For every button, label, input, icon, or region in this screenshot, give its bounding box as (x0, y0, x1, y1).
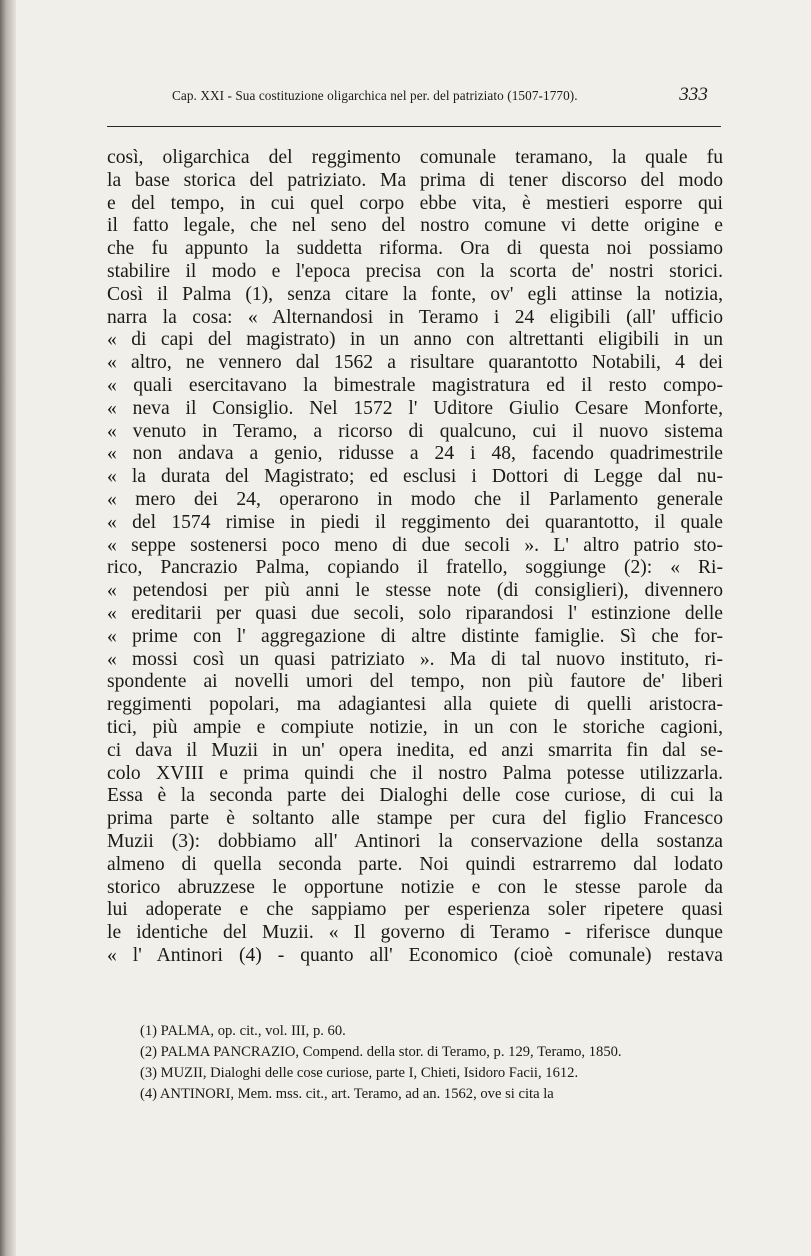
body-line: le identiche del Muzii. « Il governo di Teramo - riferisce dunque (107, 922, 723, 944)
page-gutter-shadow (0, 0, 16, 1256)
footnote: (3) MUZII, Dialoghi delle cose curiose, parte I, Chieti, Isidoro Facii, 1612. (140, 1065, 579, 1081)
body-line: « mero dei 24, operarono in modo che il Parlamento generale (107, 488, 723, 510)
body-line: prima parte è soltanto alle stampe per cura del figlio Francesco (107, 808, 723, 830)
body-line: Muzii (3): dobbiamo all' Antinori la conservazione della sostanza (107, 830, 723, 852)
body-line: narra la cosa: « Alternandosi in Teramo i 24 eligibili (all' ufficio (107, 306, 723, 328)
body-line: « ereditarii per quasi due secoli, solo riparandosi l' estinzione delle (107, 602, 723, 624)
body-line: « neva il Consiglio. Nel 1572 l' Uditore Giulio Cesare Monforte, (107, 397, 723, 419)
body-line: almeno di quella seconda parte. Noi quindi estrarremo dal lodato (107, 853, 723, 875)
body-line: « prime con l' aggregazione di altre distinte famiglie. Sì che for- (107, 625, 723, 647)
running-head-title: Cap. XXI - Sua costituzione oligarchica nel per. del patriziato (1507-1770). (172, 88, 578, 103)
body-line: il fatto legale, che nel seno del nostro comune vi dette origine e (107, 215, 723, 237)
body-line: rico, Pancrazio Palma, copiando il fratello, soggiunge (2): « Ri- (107, 557, 723, 579)
body-line: che fu appunto la suddetta riforma. Ora di questa noi possiamo (107, 238, 723, 260)
body-line: la base storica del patriziato. Ma prima di tener discorso del modo (107, 169, 723, 191)
body-line: « la durata del Magistrato; ed esclusi i Dottori di Legge dal nu- (107, 466, 723, 488)
body-line: « mossi così un quasi patriziato ». Ma di tal nuovo instituto, ri- (107, 648, 723, 670)
body-line: Così il Palma (1), senza citare la fonte, ov' egli attinse la notizia, (107, 283, 723, 305)
body-line: « quali esercitavano la bimestrale magistratura ed il resto compo- (107, 374, 723, 396)
body-line: spondente ai novelli umori del tempo, non più fautore de' liberi (107, 671, 723, 693)
body-line: « venuto in Teramo, a ricorso di qualcuno, cui il nuovo sistema (107, 420, 723, 442)
body-line: « petendosi per più anni le stesse note (di consiglieri), divennero (107, 580, 723, 602)
footnotes (140, 1021, 723, 1105)
body-line: così, oligarchica del reggimento comunale teramano, la quale fu (107, 147, 723, 168)
body-line: e del tempo, in cui quel corpo ebbe vita, è mestieri esporre qui (107, 192, 723, 214)
body-line: reggimenti popolari, ma adagiantesi alla quiete di quelli aristocra- (107, 694, 723, 716)
body-line: tici, più ampie e compiute notizie, in un con le storiche cagioni, (107, 716, 723, 738)
page-number: 333 (679, 84, 708, 105)
body-text (107, 147, 723, 968)
body-line: ci dava il Muzii in un' opera inedita, ed anzi smarrita fin dal se- (107, 739, 723, 761)
body-line: stabilire il modo e l'epoca precisa con la scorta de' nostri storici. (107, 260, 723, 282)
body-line: « seppe sostenersi poco meno di due secoli ». L' altro patrio sto- (107, 534, 723, 556)
body-line: « l' Antinori (4) - quanto all' Economico (cioè comunale) restava (107, 944, 723, 966)
body-line: lui adoperate e che sappiamo per esperienza soler ripetere quasi (107, 899, 723, 921)
running-head (172, 84, 712, 105)
body-line: Essa è la seconda parte dei Dialoghi delle cose curiose, di cui la (107, 785, 723, 807)
footnote: (4) ANTINORI, Mem. mss. cit., art. Teramo, ad an. 1562, ove si cita la (140, 1086, 554, 1102)
body-line: « non andava a genio, ridusse a 24 i 48, facendo quadrimestrile (107, 443, 723, 465)
footnote: (1) PALMA, op. cit., vol. III, p. 60. (140, 1023, 346, 1039)
header-rule (107, 126, 721, 127)
body-line: colo XVIII e prima quindi che il nostro Palma potesse utilizzarla. (107, 762, 723, 784)
body-line: « altro, ne vennero dal 1562 a risultare quarantotto Notabili, 4 dei (107, 352, 723, 374)
body-line: « di capi del magistrato) in un anno con altrettanti eligibili in un (107, 329, 723, 351)
footnote: (2) PALMA PANCRAZIO, Compend. della stor. di Teramo, p. 129, Teramo, 1850. (140, 1044, 622, 1060)
body-line: storico abruzzese le opportune notizie e con le stesse parole da (107, 876, 723, 898)
body-line: « del 1574 rimise in piedi il reggimento dei quarantotto, il quale (107, 511, 723, 533)
